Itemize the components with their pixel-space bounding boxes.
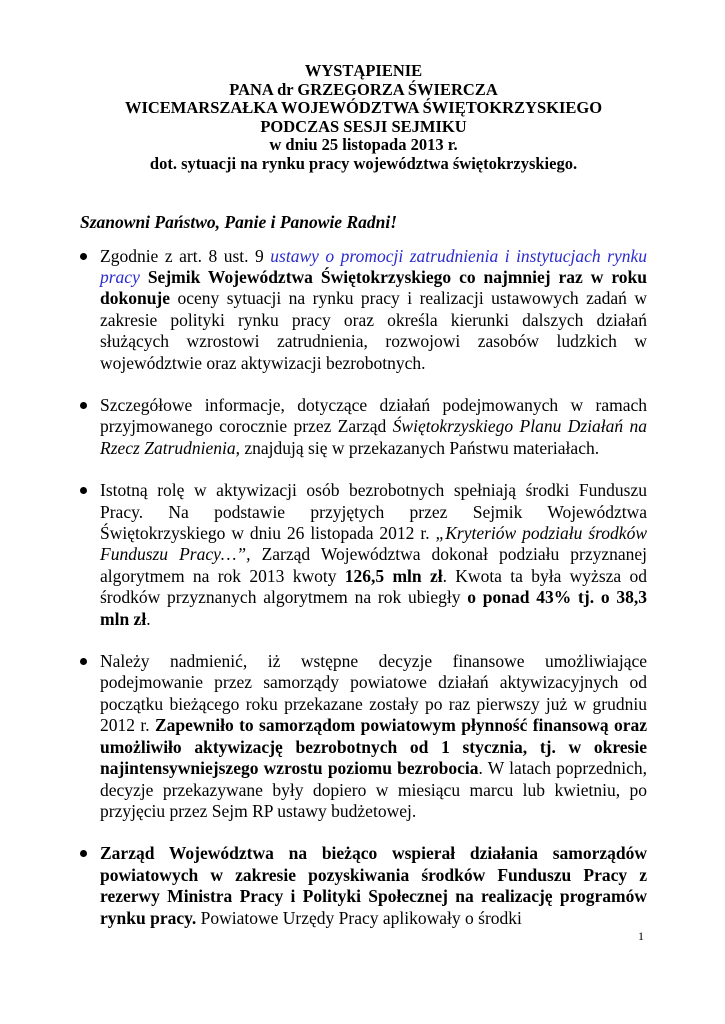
list-item: [80, 651, 647, 822]
item-text: Zgodnie z art. 8 ust. 9: [100, 245, 271, 266]
title-line: w dniu 25 listopada 2013 r.: [269, 135, 458, 155]
document-page: [80, 62, 647, 950]
list-item: [80, 395, 647, 459]
item-text: oceny sytuacji na rynku pracy i realizacji ustawowych zadań w zakresie polityki rynku pracy oraz określa kierunki dalszych działań służących wzrostowi zatrudnienia, rozwojowi zasobów ludzkich w województwie oraz aktywizacji bezrobotnych.: [100, 288, 647, 373]
title-line: PANA dr GRZEGORZA ŚWIERCZA: [229, 79, 498, 99]
bullet-icon: [80, 658, 87, 665]
item-text: Zarząd Województwa dokonał podziału przyznanej algorytmem na rok 2013 kwoty: [100, 544, 647, 586]
title-line: dot. sytuacji na rynku pracy województwa świętokrzyskiego.: [149, 153, 578, 173]
item-text: . W latach poprzednich, decyzje przekazywane były dopiero w miesiącu marcu lub kwietniu, po przyjęciu przez Sejm RP ustawy budżetowej.: [100, 758, 648, 821]
bullet-icon: [80, 850, 87, 857]
item-text: .: [146, 608, 151, 629]
title-line: WYSTĄPIENIE: [304, 61, 423, 80]
bullet-list: [80, 246, 647, 929]
list-item: [80, 480, 647, 630]
list-item: [80, 246, 647, 374]
amount-value: 126,5 mln zł: [344, 565, 443, 586]
item-italic-text: Świętokrzyskiego Planu Działań na Rzecz Zatrudnienia: [100, 416, 647, 458]
item-text: , znajdują się w przekazanych Państwu materiałach.: [235, 437, 600, 458]
item-bold-text: Zapewniło to samorządom powiatowym płynność finansową oraz umożliwiło aktywizację bezrobotnych od 1 stycznia, tj. w okresie najintensywniejszego wzrostu poziomu bezrobocia: [100, 715, 647, 779]
title-line: WICEMARSZAŁKA WOJEWÓDZTWA ŚWIĘTOKRZYSKIEGO: [124, 98, 603, 118]
page-number: 1: [638, 929, 644, 943]
bullet-icon: [80, 402, 87, 409]
document-title: [80, 62, 647, 174]
list-item: [80, 843, 647, 929]
title-line: PODCZAS SESJI SEJMIKU: [260, 116, 467, 136]
item-italic-text: „Kryteriów podziału środków Funduszu Pracy…”,: [100, 523, 647, 565]
bullet-icon: [80, 253, 87, 260]
item-text: Szczegółowe informacje, dotyczące działań podejmowanych w ramach przyjmowanego corocznie przez Zarząd: [100, 395, 647, 437]
item-text: . Kwota ta była wyższa od środków przyznanych algorytmem na rok ubiegły: [100, 565, 647, 608]
item-bold-text: Zarząd Województwa na bieżąco wspierał działania samorządów powiatowych w zakresie pozyskiwania środków Funduszu Pracy z rezerwy Ministra Pracy i Polityki Społecznej na realizację programów rynku pracy.: [100, 843, 647, 928]
bullet-icon: [80, 487, 87, 494]
law-link[interactable]: ustawy o promocji zatrudnienia i instytucjach rynku pracy: [100, 245, 647, 287]
increase-value: o ponad 43% tj. o 38,3 mln zł: [100, 587, 647, 629]
item-text: Powiatowe Urzędy Pracy aplikowały o środki: [196, 907, 522, 928]
item-text: Istotną rolę w aktywizacji osób bezrobotnych spełniają środki Funduszu Pracy. Na podstawie przyjętych przez Sejmik Województwa Świętokrzyskiego w dniu 26 listopada 2012 r.: [100, 480, 647, 544]
item-text: [140, 267, 148, 287]
item-bold-text: Sejmik Województwa Świętokrzyskiego co najmniej raz w roku dokonuje: [100, 266, 648, 309]
greeting: Szanowni Państwo, Panie i Panowie Radni!: [80, 211, 398, 232]
item-text: Należy nadmienić, iż wstępne decyzje finansowe umożliwiające podejmowanie przez samorządy powiatowe działań aktywizacyjnych od początku bieżącego roku przekazane zostały po raz pierwszy już w grudniu 2012 r.: [100, 651, 647, 736]
